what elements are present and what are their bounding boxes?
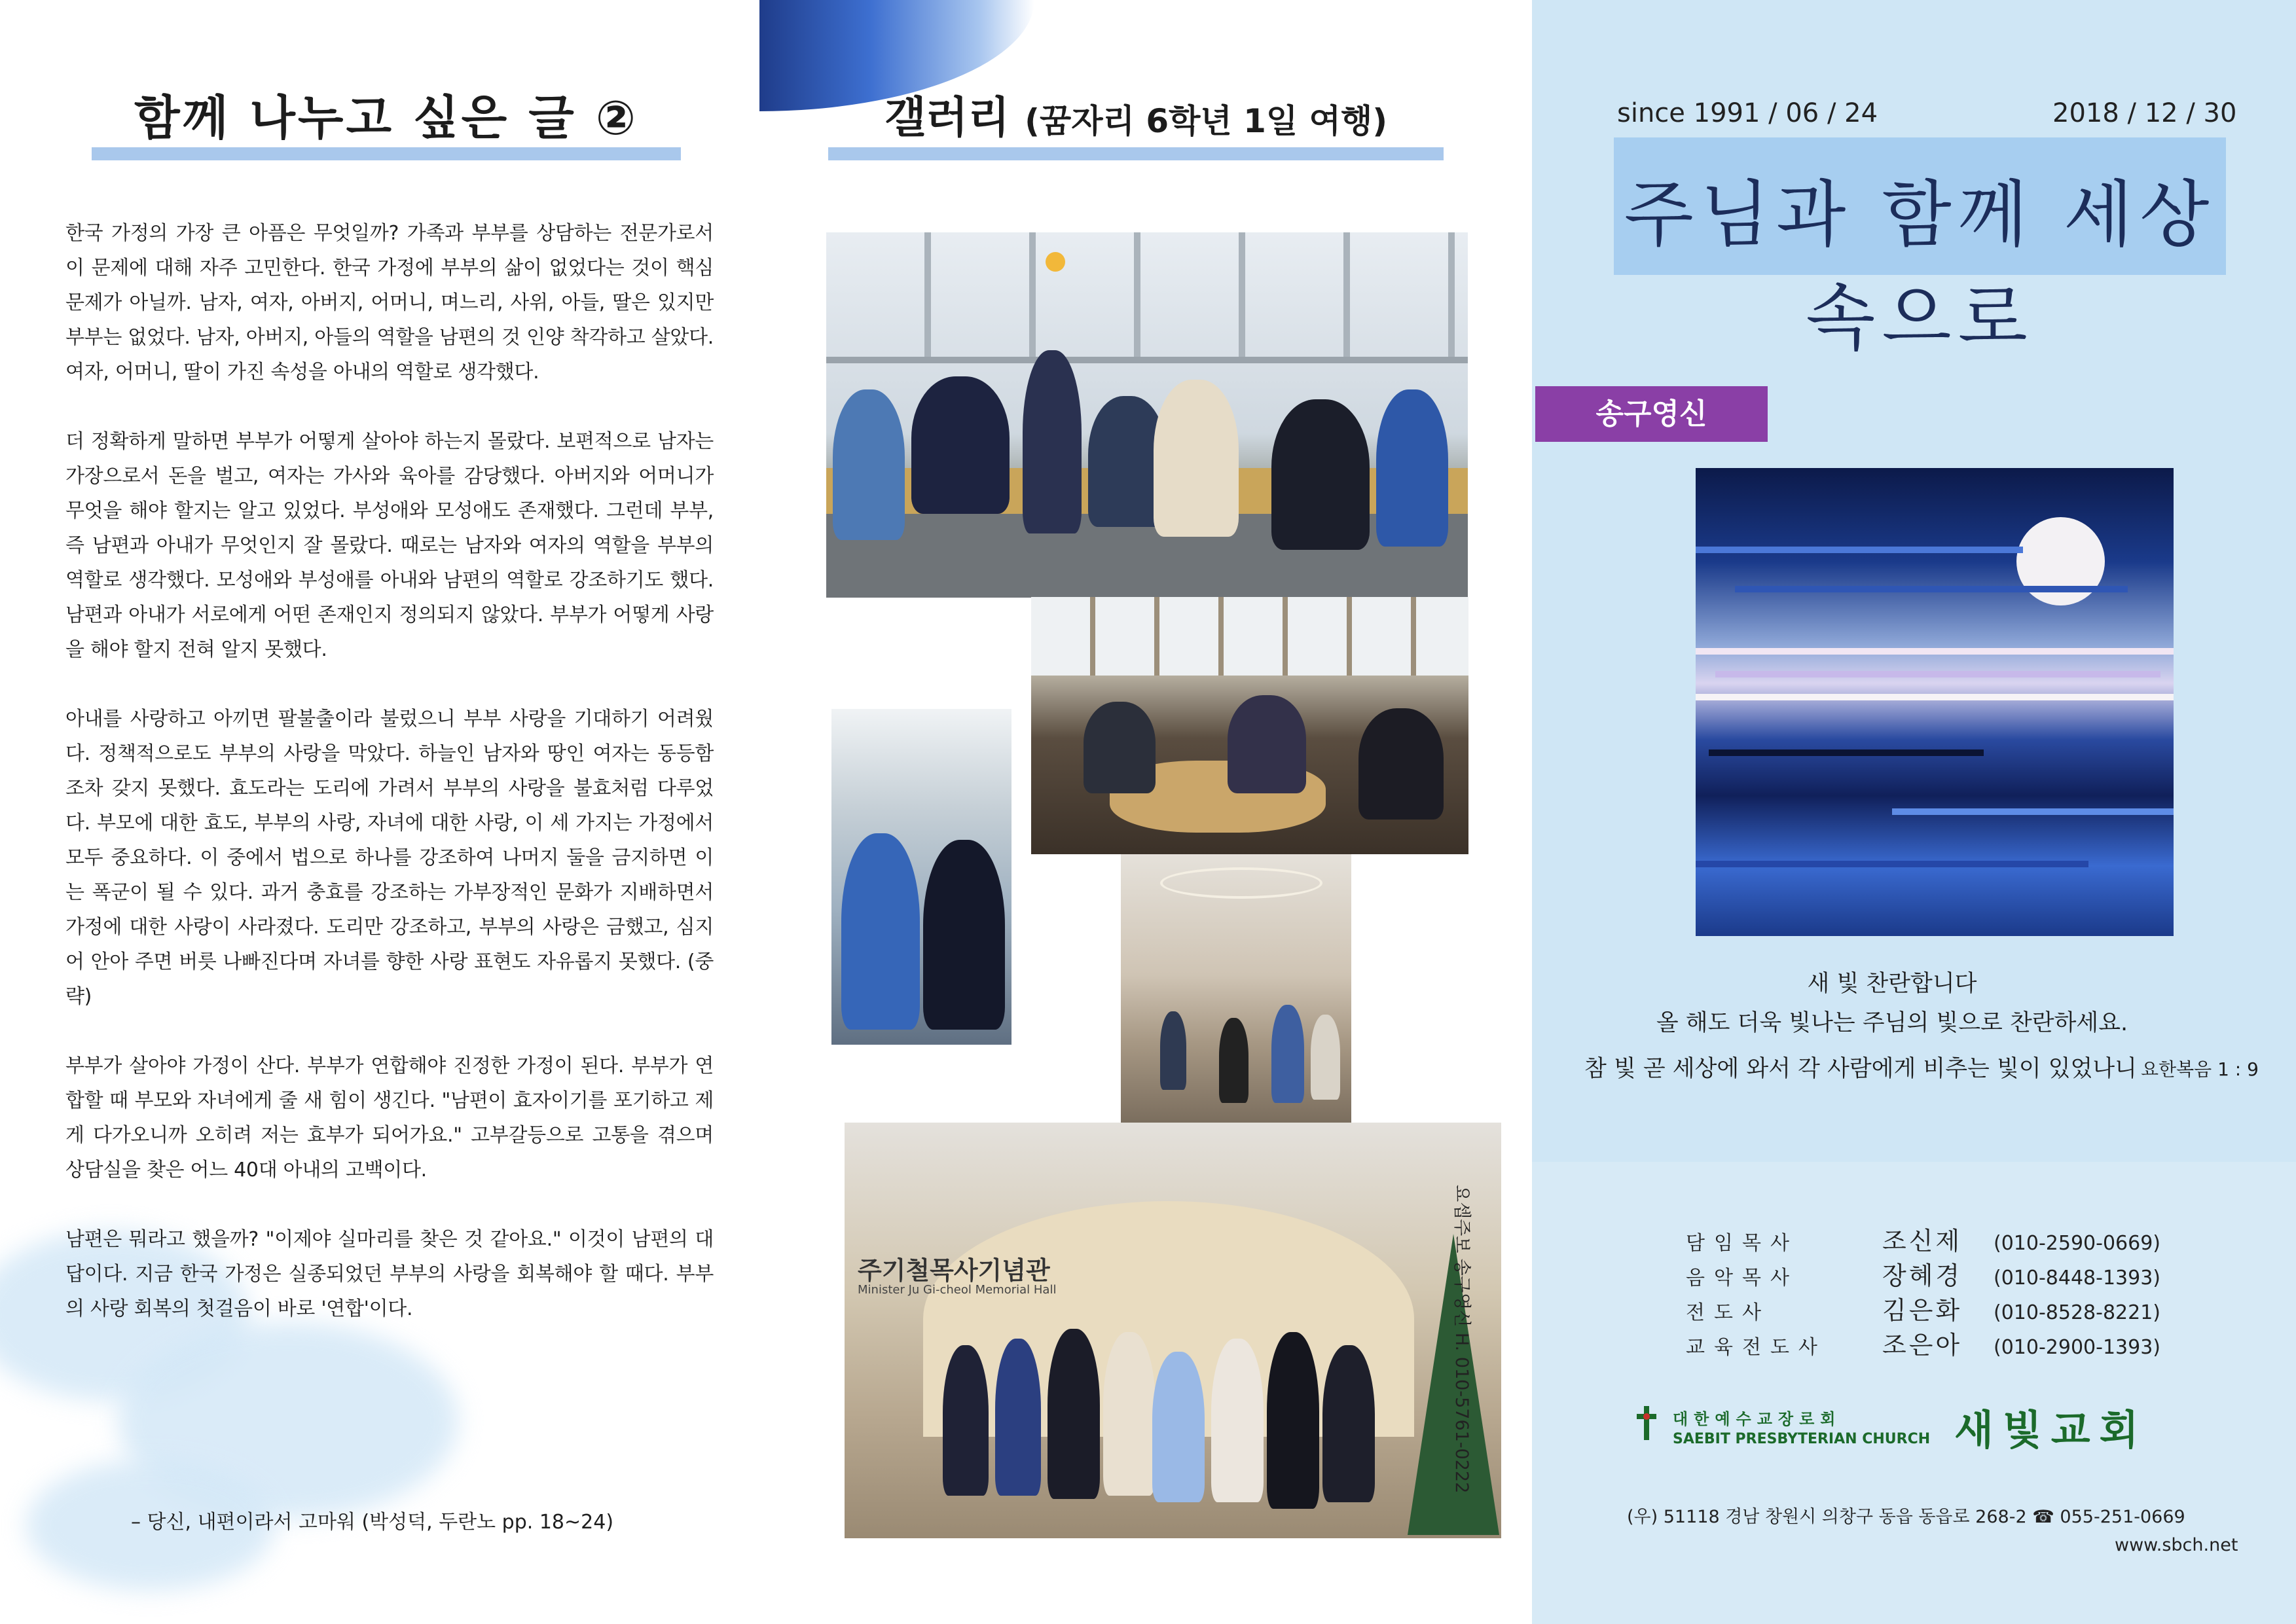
gallery-photo-memorial-hall — [845, 1123, 1501, 1538]
caption-line-2: 올 해도 더욱 빛나는 주님의 빛으로 찬란하세요. — [1656, 1010, 2128, 1036]
article-title: 함께 나누고 싶은 글 ② — [134, 90, 638, 145]
contact-vertical: 요셉주보 송구영신 H. 010-5761-0222 — [1451, 1185, 1472, 1494]
staff-name: 장혜경 — [1882, 1261, 1963, 1290]
bible-verse: 참 빛 곧 세상에 와서 각 사람에게 비추는 빛이 있었나니 — [1584, 1056, 2137, 1082]
person — [1084, 702, 1156, 793]
person — [1219, 1018, 1248, 1103]
gallery-photo-lobby — [1121, 854, 1351, 1123]
staff-role: 담임목사 — [1686, 1232, 1798, 1255]
staff-role: 교육전도사 — [1686, 1336, 1827, 1359]
staff-phone: (010-2590-0669) — [1994, 1232, 2161, 1255]
staff-phone: (010-8448-1393) — [1994, 1267, 2161, 1290]
bulletin-title: 주님과 함께 세상 속으로 — [1624, 173, 2216, 360]
person — [841, 833, 920, 1030]
person — [1103, 1332, 1156, 1496]
staff-row — [1686, 1255, 2160, 1291]
gallery-photo-restaurant — [1031, 597, 1468, 854]
article-body — [65, 216, 714, 1361]
church-address: (우) 51118 경남 창원시 의창구 동읍 동읍로 268-2 ☎ 055-251-0669 — [1627, 1507, 2185, 1527]
person — [1152, 1352, 1205, 1502]
article-heading — [92, 82, 681, 160]
church-denomination: 대한예수교장로회 — [1673, 1410, 1842, 1428]
person — [1023, 350, 1082, 533]
staff-phone: (010-2900-1393) — [1994, 1336, 2161, 1359]
person — [911, 376, 1010, 514]
person — [943, 1345, 989, 1496]
article-paragraph: 아내를 사랑하고 아끼면 팔불출이라 불렀으니 부부 사랑을 기대하기 어려웠다. 정책적으로도 부부의 사랑을 막았다. 하늘인 남자와 땅인 여자는 동등함조차 갖지 못했다. 효도라는 도리에 가려서 부부의 사랑을 불효처럼 다루었다. 부모에 대한 효도, 부부의 사랑, 자녀에 대한 사랑, 이 세 가지는 가정에서 모두 중요하다. 이 중에서 법으로 하나를 강조하여 나머지 둘을 금지하면 이는 폭군이 될 수 있다. 과거 충효를 강조하는 가부장적인 문화가 지배하면서 가정에 대한 사랑이 사라졌다. 도리만 강조하고, 부부의 사랑은 금했고, 심지어 안아 주면 버릇 나빠진다며 자녀를 향한 사랑 표현도 자유롭지 못했다. (중략) — [65, 708, 714, 1008]
cover-painting — [1696, 468, 2174, 936]
staff-row — [1686, 1325, 2160, 1361]
staff-name: 김은화 — [1882, 1296, 1963, 1325]
bible-verse-reference: 요한복음 1 : 9 — [2141, 1058, 2259, 1080]
staff-name: 조은아 — [1882, 1331, 1963, 1360]
since-date: since 1991 / 06 / 24 — [1617, 98, 1878, 128]
paint-stroke — [1735, 586, 2128, 592]
article-paragraph: 부부가 살아야 가정이 산다. 부부가 연합해야 진정한 가정이 된다. 부부가 연합할 때 부모와 자녀에게 줄 새 힘이 생긴다. "남편이 효자이기를 포기하고 제게 다가오니까 오히려 저는 효부가 되어가요." 고부갈등으로 고통을 겪으며 상담실을 찾은 어느 40대 아내의 고백이다. — [65, 1055, 714, 1182]
person — [1322, 1345, 1375, 1502]
staff-role: 전도사 — [1686, 1301, 1770, 1324]
article-source: – 당신, 내편이라서 고마워 (박성덕, 두란노 pp. 18~24) — [131, 1511, 614, 1534]
church-english-name: SAEBIT PRESBYTERIAN CHURCH — [1673, 1431, 1931, 1447]
issue-date: 2018 / 12 / 30 — [2052, 98, 2237, 128]
title-box — [1614, 137, 2226, 360]
article-paragraph: 더 정확하게 말하면 부부가 어떻게 살아야 하는지 몰랐다. 보편적으로 남자는 가장으로서 돈을 벌고, 여자는 가사와 육아를 감당했다. 아버지와 어머니가 무엇을 해야 할지는 알고 있었다. 부성애와 모성애도 존재했다. 그런데 부부, 즉 남편과 아내가 무엇인지 잘 몰랐다. 때로는 남자와 여자의 역할을 부부의 역할로 생각했다. 모성애와 부성애를 아내와 남편의 역할로 강조하기도 했다. 남편과 아내가 서로에게 어떤 존재인지 정의되지 않았다. 부부가 어떻게 사랑을 해야 할지 전혀 알지 못했다. — [65, 430, 714, 661]
person — [833, 389, 905, 540]
paint-stroke — [1696, 861, 2088, 867]
article-paragraph: 남편은 뭐라고 했을까? "이제야 실마리를 찾은 것 같아요." 이것이 남편의 대답이다. 지금 한국 가정은 실종되었던 부부의 사랑을 회복해야 할 때다. 부부의 사랑 회복의 첫걸음이 바로 '연합'이다. — [65, 1228, 714, 1320]
memorial-sign: 주기철목사기념관 — [858, 1256, 1050, 1285]
person — [1154, 380, 1239, 537]
person — [1376, 389, 1448, 547]
staff-name: 조신제 — [1882, 1227, 1963, 1255]
gallery-heading — [828, 82, 1444, 160]
person — [1160, 1011, 1186, 1090]
paint-stroke — [1696, 648, 2174, 655]
person — [1267, 1332, 1319, 1509]
gallery-photo-window-lounge — [826, 232, 1468, 598]
gallery-photo-two-girls — [831, 709, 1011, 1045]
window-frame — [826, 232, 1468, 363]
paint-stroke — [1696, 547, 2023, 553]
gallery-subtitle: (꿈자리 6학년 1일 여행) — [1025, 102, 1388, 140]
gallery-title: 갤러리 — [884, 92, 1010, 143]
cross-logo-icon — [1637, 1406, 1656, 1440]
staff-row — [1686, 1290, 2160, 1326]
paint-stroke — [1892, 808, 2174, 815]
person — [1211, 1339, 1264, 1502]
person — [1271, 399, 1370, 550]
staff-row — [1686, 1221, 2160, 1257]
staff-role: 음악목사 — [1686, 1267, 1798, 1290]
staff-phone: (010-8528-8221) — [1994, 1301, 2161, 1324]
memorial-sign-english: Minister Ju Gi-cheol Memorial Hall — [858, 1283, 1057, 1297]
window-frame — [1031, 597, 1468, 676]
person — [995, 1339, 1041, 1496]
person — [1358, 708, 1444, 820]
paint-stroke — [1696, 694, 2174, 700]
ceiling-lights — [1160, 867, 1322, 899]
section-label: 송구영신 — [1535, 386, 1768, 442]
person — [1311, 1015, 1340, 1100]
church-name: 새빛교회 — [1954, 1406, 2148, 1454]
paint-stroke — [1709, 749, 1984, 756]
person — [923, 840, 1005, 1030]
person — [1048, 1329, 1100, 1499]
person — [1228, 695, 1306, 793]
paint-stroke — [1715, 671, 2160, 677]
caption-line-1: 새 빛 찬란합니다 — [1807, 971, 1977, 997]
person — [1271, 1005, 1304, 1103]
article-paragraph: 한국 가정의 가장 큰 아픔은 무엇일까? 가족과 부부를 상담하는 전문가로서 이 문제에 대해 자주 고민한다. 한국 가정에 부부의 삶이 없었다는 것이 핵심 문제가 아닐까. 남자, 여자, 아버지, 어머니, 며느리, 사위, 아들, 딸은 있지만 부부는 없었다. 남자, 아버지, 아들의 역할을 남편의 것 인양 착각하고 살았다. 여자, 어머니, 딸이 가진 속성을 아내의 역할로 생각했다. — [65, 222, 714, 384]
church-website[interactable]: www.sbch.net — [2115, 1535, 2238, 1555]
